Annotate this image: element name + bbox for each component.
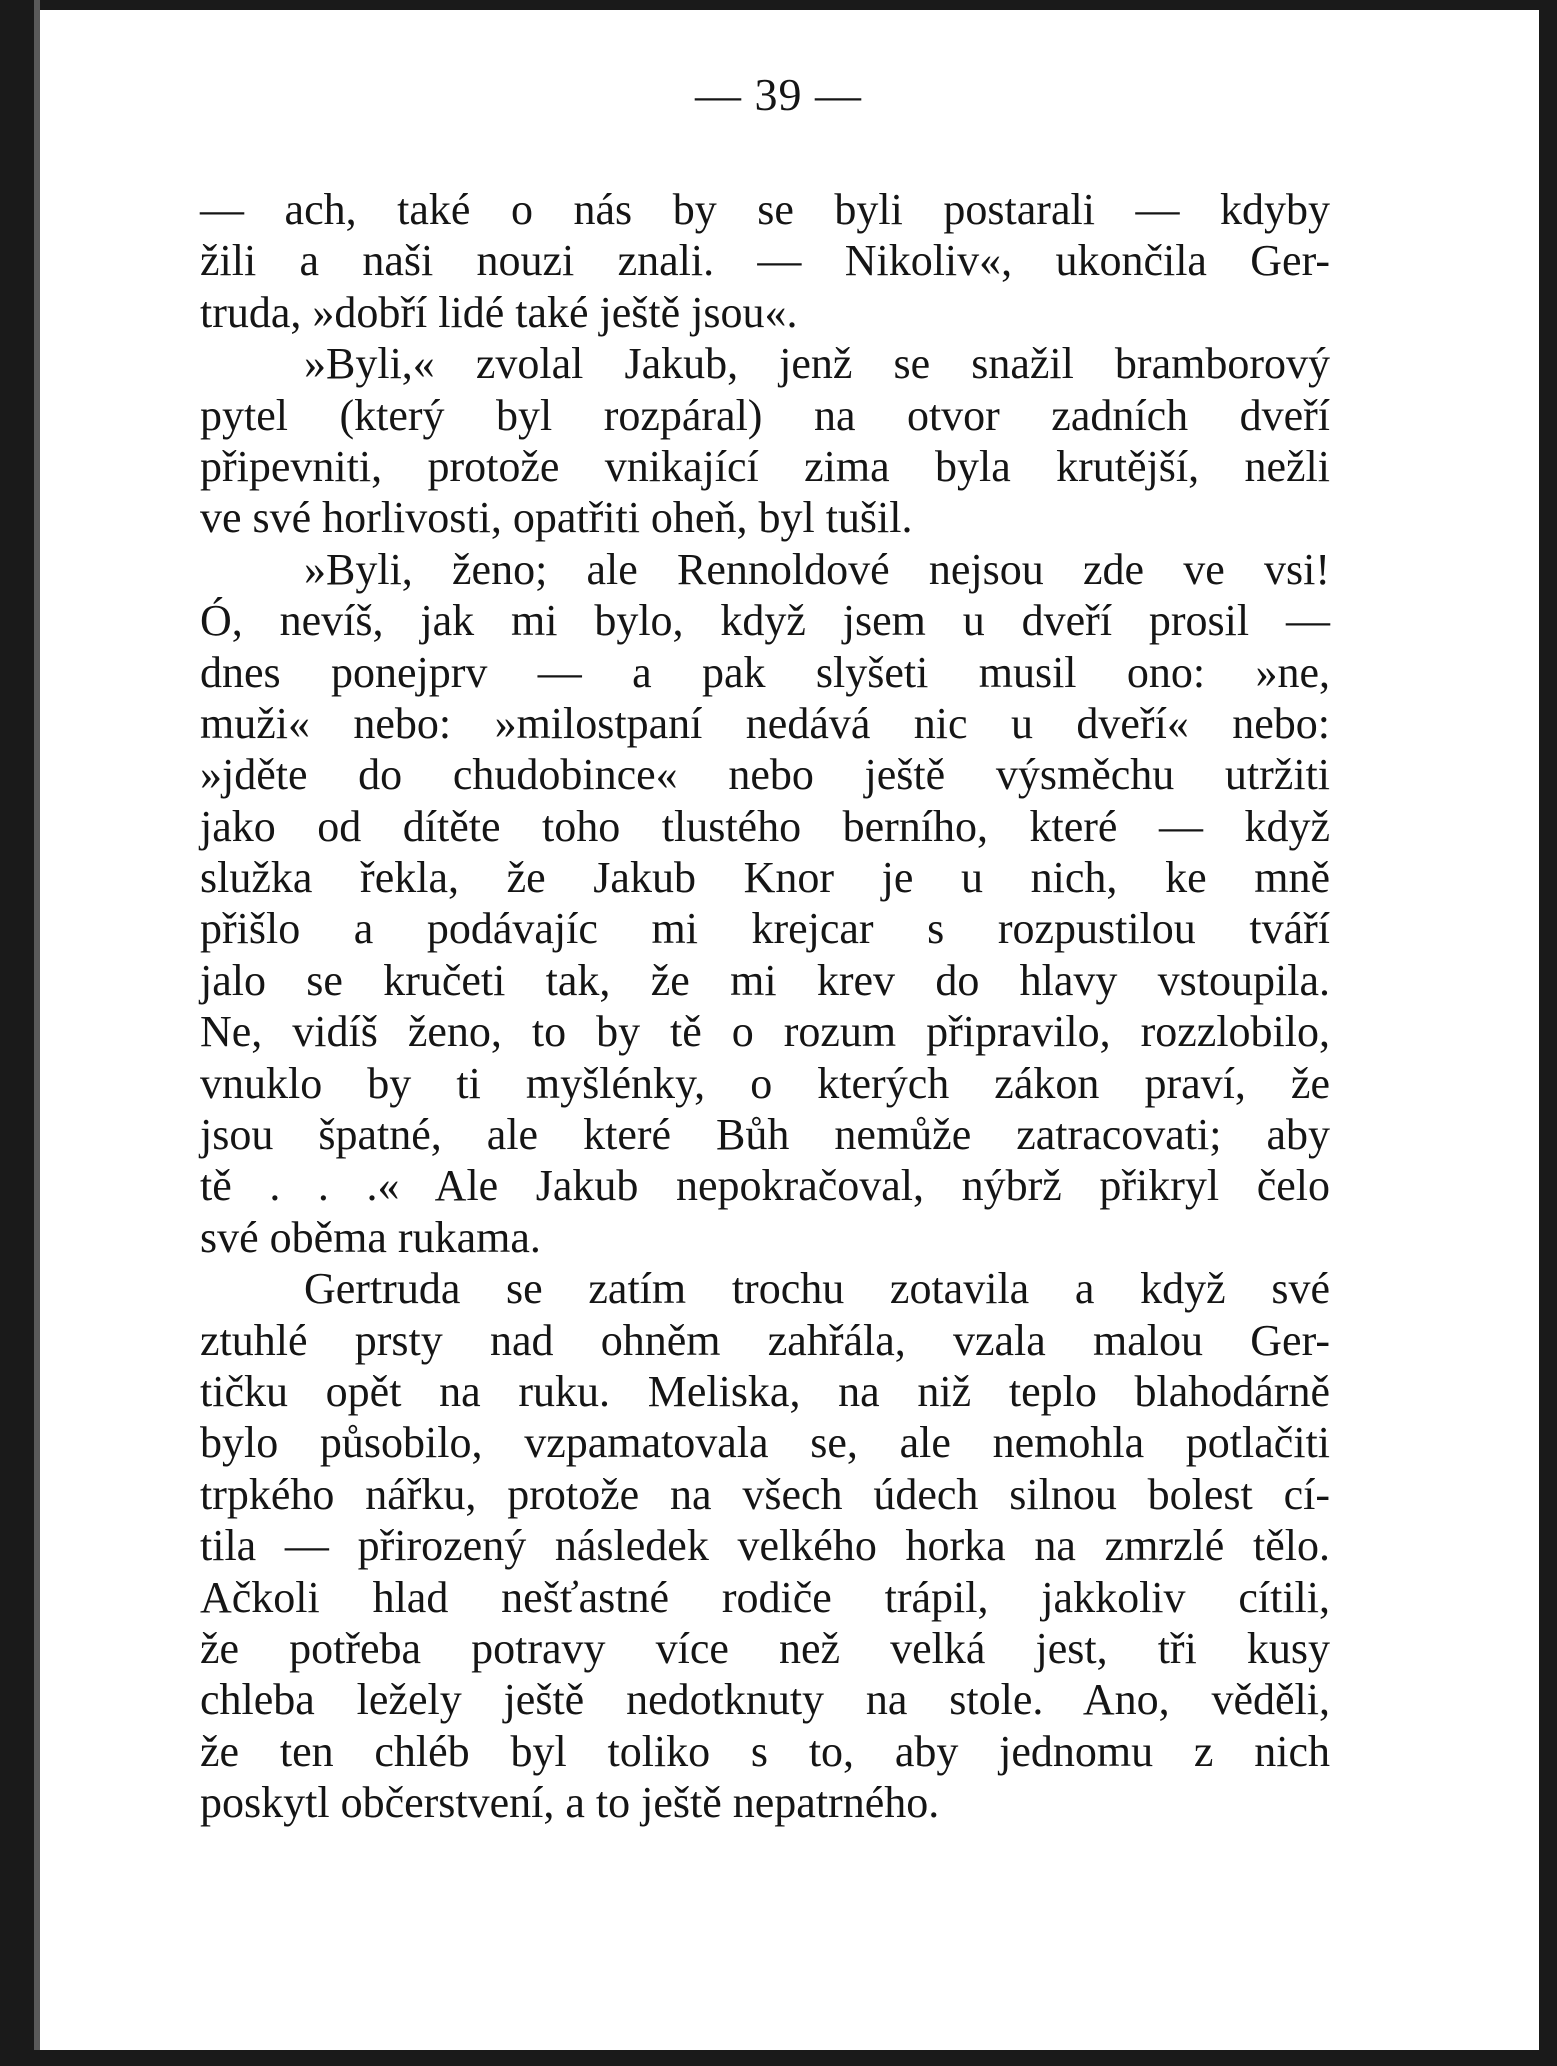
- text-line: tičku opět na ruku. Meliska, na niž teplo blahodárně: [200, 1366, 1330, 1416]
- text-line: »Byli, ženo; ale Rennoldové nejsou zde ve vsi!: [304, 544, 1330, 594]
- scan-edge-left-shadow: [34, 0, 40, 2066]
- text-line: »jděte do chudobince« nebo ještě výsměchu utržiti: [200, 750, 1330, 800]
- text-line: chleba ležely ještě nedotknuty na stole. Ano, věděli,: [200, 1675, 1330, 1725]
- text-line: Gertruda se zatím trochu zotavila a když své: [304, 1264, 1330, 1314]
- text-line: »Byli,« zvolal Jakub, jenž se snažil bramborový: [304, 339, 1330, 389]
- text-line: trpkého nářku, protože na všech údech silnou bolest cí-: [200, 1469, 1330, 1519]
- text-line: poskytl občerstvení, a to ještě nepatrného.: [200, 1778, 940, 1828]
- scan-edge-top: [0, 0, 1557, 10]
- text-line: jsou špatné, ale které Bůh nemůže zatracovati; aby: [200, 1110, 1330, 1160]
- text-line: dnes ponejprv — a pak slyšeti musil ono: »ne,: [200, 647, 1330, 697]
- scan-edge-left: [0, 0, 34, 2066]
- text-line: že potřeba potravy více než velká jest, tři kusy: [200, 1623, 1330, 1673]
- text-line: Ačkoli hlad nešťastné rodiče trápil, jakkoliv cítili,: [200, 1572, 1330, 1622]
- text-line: pytel (který byl rozpáral) na otvor zadních dveří: [200, 390, 1330, 440]
- text-line: vnuklo by ti myšlénky, o kterých zákon praví, že: [200, 1058, 1330, 1108]
- text-line: tila — přirozený následek velkého horka na zmrzlé tělo.: [200, 1521, 1330, 1571]
- text-line: muži« nebo: »milostpaní nedává nic u dveří« nebo:: [200, 698, 1330, 748]
- scan-edge-right: [1539, 0, 1557, 2066]
- text-line: své oběma rukama.: [200, 1212, 541, 1262]
- text-line: truda, »dobří lidé také ještě jsou«.: [200, 287, 798, 337]
- text-line: že ten chléb byl toliko s to, aby jednomu z nich: [200, 1726, 1330, 1776]
- text-line: přišlo a podávajíc mi krejcar s rozpustilou tváří: [200, 904, 1330, 954]
- text-line: ve své horlivosti, opatřiti oheň, byl tušil.: [200, 493, 913, 543]
- text-line: Ó, nevíš, jak mi bylo, když jsem u dveří prosil —: [200, 596, 1330, 646]
- text-line: tě . . .« Ale Jakub nepokračoval, nýbrž přikryl čelo: [200, 1161, 1330, 1211]
- text-line: jalo se kručeti tak, že mi krev do hlavy vstoupila.: [200, 955, 1330, 1005]
- text-line: bylo působilo, vzpamatovala se, ale nemohla potlačiti: [200, 1418, 1330, 1468]
- scan-edge-bottom: [0, 2050, 1557, 2066]
- text-line: žili a naši nouzi znali. — Nikoliv«, ukončila Ger-: [200, 236, 1330, 286]
- text-line: ztuhlé prsty nad ohněm zahřála, vzala malou Ger-: [200, 1315, 1330, 1365]
- text-line: služka řekla, že Jakub Knor je u nich, ke mně: [200, 853, 1330, 903]
- text-line: — ach, také o nás by se byli postarali — kdyby: [200, 185, 1330, 234]
- page-number: — 39 —: [695, 69, 862, 120]
- text-line: jako od dítěte toho tlustého berního, které — když: [200, 801, 1330, 851]
- text-line: připevniti, protože vnikající zima byla krutější, nežli: [200, 441, 1330, 491]
- text-line: Ne, vidíš ženo, to by tě o rozum připravilo, rozzlobilo,: [200, 1007, 1330, 1057]
- body-text: [200, 184, 1330, 1829]
